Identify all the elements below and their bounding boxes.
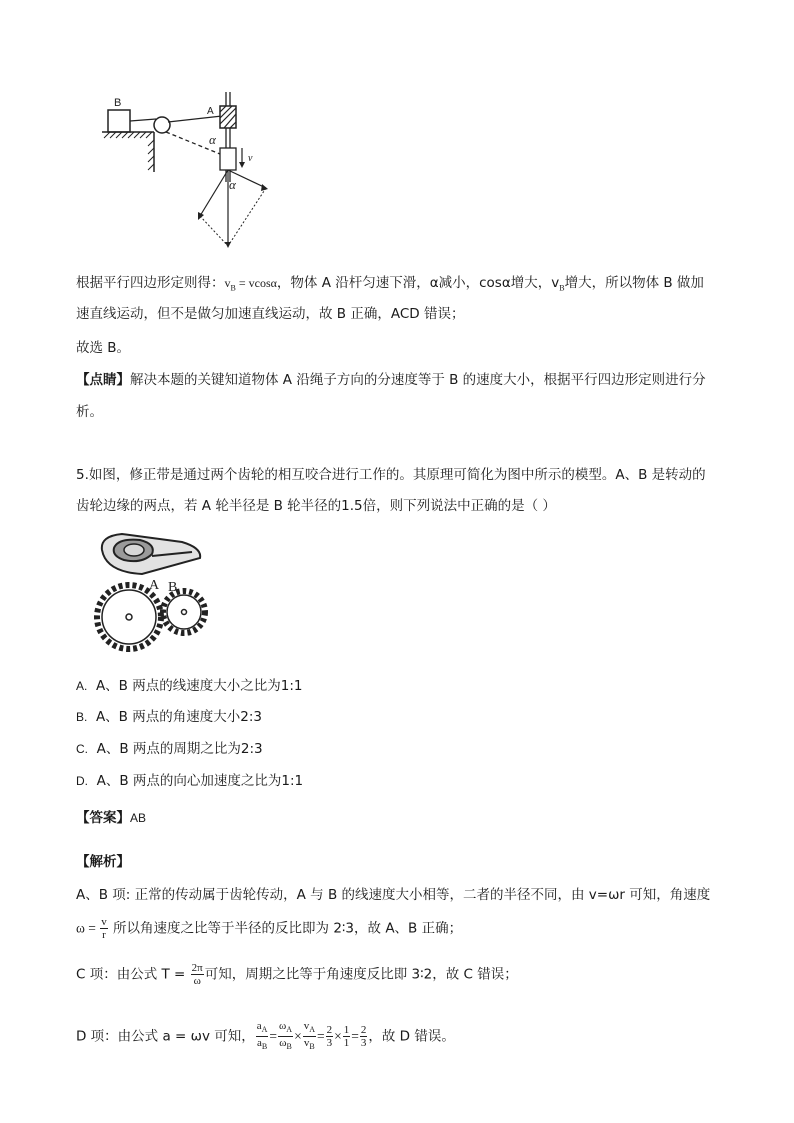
d-prefix: D 项：由公式 a = ωv 可知， [76,1028,255,1045]
explanation-line-1 [76,273,704,299]
block-b [108,110,130,132]
option-d-text: A、B 两点的向心加速度之比为1:1 [96,773,304,789]
gear-label-b: B [168,580,178,595]
option-a-letter: A. [76,679,88,693]
c-prefix: C 项：由公式 T = [76,966,190,983]
gear-label-a: A [149,578,160,593]
label-alpha-bottom: α [229,177,236,192]
ab-omega: ω = [76,920,100,936]
ab-line2-suffix: 所以角速度之比等于半径的反比即为 2∶3，故 A、B 正确； [108,920,463,937]
formula-rhs: = vcosα [235,276,277,290]
answer-value: AB [130,811,147,825]
option-b-letter: B. [76,710,88,724]
d-fraction-result: $\frac{2}{3}$ [360,1024,367,1050]
point-line-2: 析。 [76,404,103,420]
answer-line [76,808,146,828]
question5-line-2: 齿轮边缘的两点，若 A 轮半径是 B 轮半径的1.5倍，则下列说法中正确的是（ ） [76,498,556,514]
option-b[interactable] [76,707,262,727]
analysis-ab-line-1: A、B 项: 正常的传动属于齿轮传动，A 与 B 的线速度大小相等，二者的半径不同，由 v=ωr 可知，角速度 [76,887,711,903]
option-d[interactable] [76,771,303,791]
analysis-tag: 【解析】 [76,854,130,870]
gear-diagram [92,528,222,658]
gear-b [163,591,205,633]
d-suffix: ，故 D 错误。 [368,1028,455,1045]
option-a[interactable] [76,676,302,696]
question5-line-1: 5.如图，修正带是通过两个齿轮的相互咬合进行工作的。其原理可简化为图中所示的模型。A、B 是转动的 [76,467,706,483]
d-fraction-v: $\frac{v_A}{v_B}$ [303,1020,315,1052]
formula-vb: v [224,276,231,290]
option-c-letter: C. [76,742,88,756]
option-b-text: A、B 两点的角速度大小2:3 [95,709,262,725]
explanation-line-3: 故选 B。 [76,340,131,356]
point-line-1 [76,370,706,390]
point-tag: 【点睛】 [76,372,130,388]
pulley [154,117,170,133]
pulley-rod-diagram [100,92,280,252]
label-alpha-top: α [209,132,216,147]
analysis-ab-line-2 [76,916,462,941]
ab-fraction: $\frac{v}{r}$ [101,916,107,941]
gear-a [97,585,161,649]
c-suffix: 可知，周期之比等于角速度反比即 3∶2，故 C 错误； [204,966,518,983]
explanation-line-2: 速直线运动，但不是做匀加速直线运动，故 B 正确，ACD 错误； [76,306,465,322]
option-c[interactable] [76,739,263,759]
option-d-letter: D. [76,774,88,788]
explanation-end: 增大，所以物体 B 做加 [564,275,704,291]
analysis-d-line: D 项：由公式 a = ωv 可知， $\frac{a_A}{a_B}$ = $\frac{\omega_A}{\omega_B}$ × $\frac{v_A}{v_B}$ = $\frac{2}{3}$ × $\frac{1}{1}$ = $\frac{2}{3}$ ，故 D 错误。 [76,1020,455,1052]
d-fraction-a: $\frac{a_A}{a_B}$ [256,1020,268,1052]
option-a-text: A、B 两点的线速度大小之比为1:1 [95,678,303,694]
c-fraction: $\frac{2\pi}{\omega}$ [191,962,203,987]
explanation-prefix: 根据平行四边形定则得： [76,275,225,291]
formula-vb-sub: B [230,283,236,293]
d-fraction-2-3: $\frac{2}{3}$ [326,1024,333,1050]
explanation-mid-sub: B [559,283,565,293]
label-v: v [248,153,253,164]
block-a-lower [220,148,236,170]
analysis-c-line [76,962,518,987]
label-b: B [114,97,122,109]
explanation-mid: ，物体 A 沿杆匀速下滑，α减小，cosα增大，v [276,275,560,291]
answer-tag: 【答案】 [76,810,130,826]
point-text-1: 解决本题的关键知道物体 A 沿绳子方向的分速度等于 B 的速度大小，根据平行四边形定则进行分 [130,372,706,388]
option-c-text: A、B 两点的周期之比为2:3 [96,741,263,757]
label-a: A [207,106,214,117]
d-fraction-omega: $\frac{\omega_A}{\omega_B}$ [279,1020,293,1052]
d-fraction-1-1: $\frac{1}{1}$ [343,1024,350,1050]
